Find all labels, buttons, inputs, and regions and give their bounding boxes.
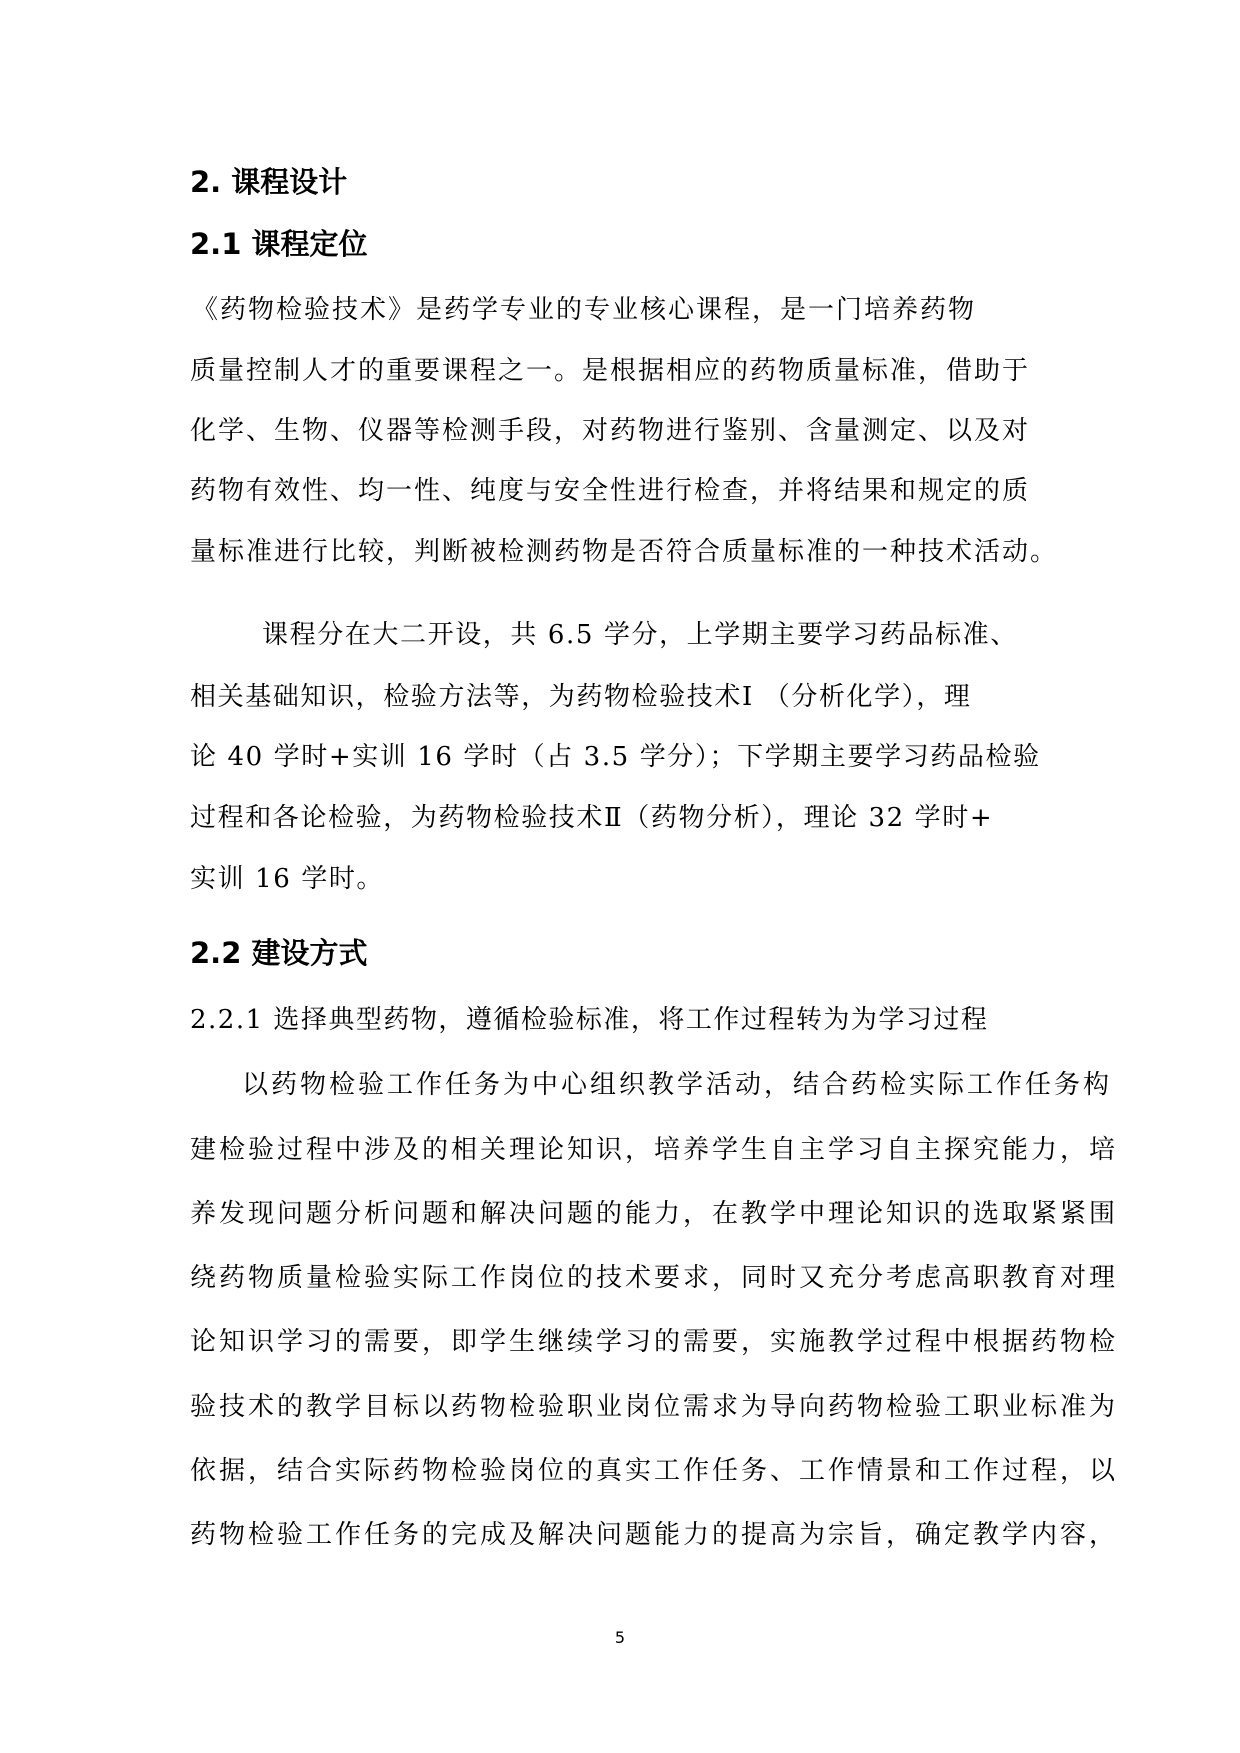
text-line: 药物检验工作任务的完成及解决问题能力的提高为宗旨，确定教学内容， bbox=[190, 1520, 1119, 1550]
text-line: 验技术的教学目标以药物检验职业岗位需求为导向药物检验工职业标准为 bbox=[190, 1392, 1119, 1422]
section-heading-2-1: 2.1 课程定位 bbox=[190, 227, 368, 261]
text-line: 实训 16 学时。 bbox=[190, 864, 385, 894]
section-heading-2: 2. 课程设计 bbox=[190, 165, 348, 199]
page-number: 5 bbox=[614, 1628, 626, 1647]
text-line: 相关基础知识，检验方法等，为药物检验技术Ⅰ （分析化学），理 bbox=[190, 682, 972, 712]
text-line: 论 40 学时+实训 16 学时（占 3.5 学分）；下学期主要学习药品检验 bbox=[190, 742, 1041, 772]
text-line: 养发现问题分析问题和解决问题的能力，在教学中理论知识的选取紧紧围 bbox=[190, 1199, 1119, 1229]
text-line: 药物有效性、均一性、纯度与安全性进行检查，并将结果和规定的质 bbox=[190, 476, 1031, 506]
subsection-heading-2-2-1: 2.2.1 选择典型药物，遵循检验标准，将工作过程转为为学习过程 bbox=[190, 1005, 989, 1035]
text-line: 以药物检验工作任务为中心组织教学活动，结合药检实际工作任务构 bbox=[242, 1070, 1113, 1100]
text-line: 绕药物质量检验实际工作岗位的技术要求，同时又充分考虑高职教育对理 bbox=[190, 1263, 1119, 1293]
text-line: 论知识学习的需要，即学生继续学习的需要，实施教学过程中根据药物检 bbox=[190, 1327, 1119, 1357]
text-line: 过程和各论检验，为药物检验技术Ⅱ（药物分析），理论 32 学时+ bbox=[190, 803, 994, 833]
text-line: 质量控制人才的重要课程之一。是根据相应的药物质量标准，借助于 bbox=[190, 356, 1031, 386]
text-line: 课程分在大二开设，共 6.5 学分，上学期主要学习药品标准、 bbox=[262, 620, 1018, 650]
section-heading-2-2: 2.2 建设方式 bbox=[190, 936, 368, 970]
text-line: 建检验过程中涉及的相关理论知识，培养学生自主学习自主探究能力，培 bbox=[190, 1135, 1119, 1165]
text-line: 《药物检验技术》是药学专业的专业核心课程，是一门培养药物 bbox=[192, 295, 977, 325]
text-line: 化学、生物、仪器等检测手段，对药物进行鉴别、含量测定、以及对 bbox=[190, 416, 1031, 446]
text-line: 量标准进行比较，判断被检测药物是否符合质量标准的一种技术活动。 bbox=[190, 537, 1059, 567]
text-line: 依据，结合实际药物检验岗位的真实工作任务、工作情景和工作过程，以 bbox=[190, 1456, 1119, 1486]
